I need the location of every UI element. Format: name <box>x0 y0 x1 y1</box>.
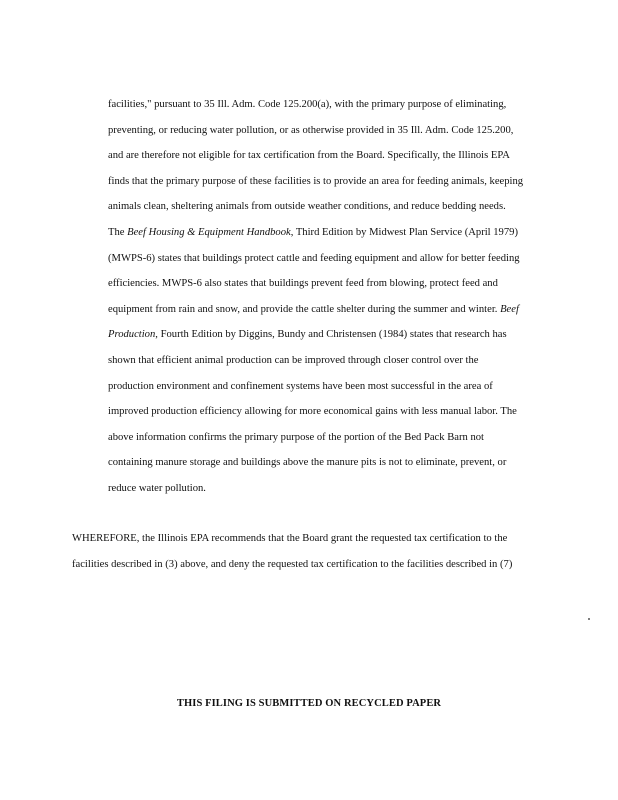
body-line: containing manure storage and buildings above the manure pits is not to eliminate, prevent, or <box>108 457 507 469</box>
wherefore-paragraph <box>72 526 558 577</box>
body-line: production environment and confinement systems have been most successful in the area of <box>108 380 493 392</box>
book-title: Beef <box>500 303 519 315</box>
body-line: finds that the primary purpose of these facilities is to provide an area for feeding animals, keeping <box>108 175 524 187</box>
body-line: facilities," pursuant to 35 Ill. Adm. Code 125.200(a), with the primary purpose of eliminating, <box>108 99 507 110</box>
body-line: efficiencies. MWPS-6 also states that buildings prevent feed from blowing, protect feed and <box>108 278 498 290</box>
scan-speck <box>588 618 590 620</box>
body-line: The Beef Housing & Equipment Handbook, Third Edition by Midwest Plan Service (April 1979) <box>108 226 518 238</box>
body-line: improved production efficiency allowing for more economical gains with less manual labor. The <box>108 406 517 418</box>
body-line: equipment from rain and snow, and provide the cattle shelter during the summer and winter. Beef <box>108 303 519 315</box>
body-line: reduce water pollution. <box>108 482 206 494</box>
recycled-paper-footer: THIS FILING IS SUBMITTED ON RECYCLED PAPER <box>176 698 442 709</box>
closing-line: WHEREFORE, the Illinois EPA recommends that the Board grant the requested tax certification to the <box>72 533 508 544</box>
book-title: Beef Housing & Equipment Handbook <box>127 226 291 238</box>
body-line: animals clean, sheltering animals from outside weather conditions, and reduce bedding needs. <box>108 201 506 213</box>
body-paragraph <box>108 92 558 502</box>
body-line: Production, Fourth Edition by Diggins, Bundy and Christensen (1984) states that research has <box>108 329 507 341</box>
body-line: above information confirms the primary purpose of the portion of the Bed Pack Barn not <box>108 431 484 443</box>
body-line: shown that efficient animal production can be improved through closer control over the <box>108 354 479 366</box>
body-line: (MWPS-6) states that buildings protect cattle and feeding equipment and allow for better feeding <box>108 252 520 264</box>
body-line: and are therefore not eligible for tax certification from the Board. Specifically, the Illinois EPA <box>108 150 510 162</box>
closing-line: facilities described in (3) above, and deny the requested tax certification to the facilities described in (7) <box>72 558 513 570</box>
book-title: Production <box>108 329 156 341</box>
body-line: preventing, or reducing water pollution, or as otherwise provided in 35 Ill. Adm. Code 125.200, <box>108 124 514 136</box>
